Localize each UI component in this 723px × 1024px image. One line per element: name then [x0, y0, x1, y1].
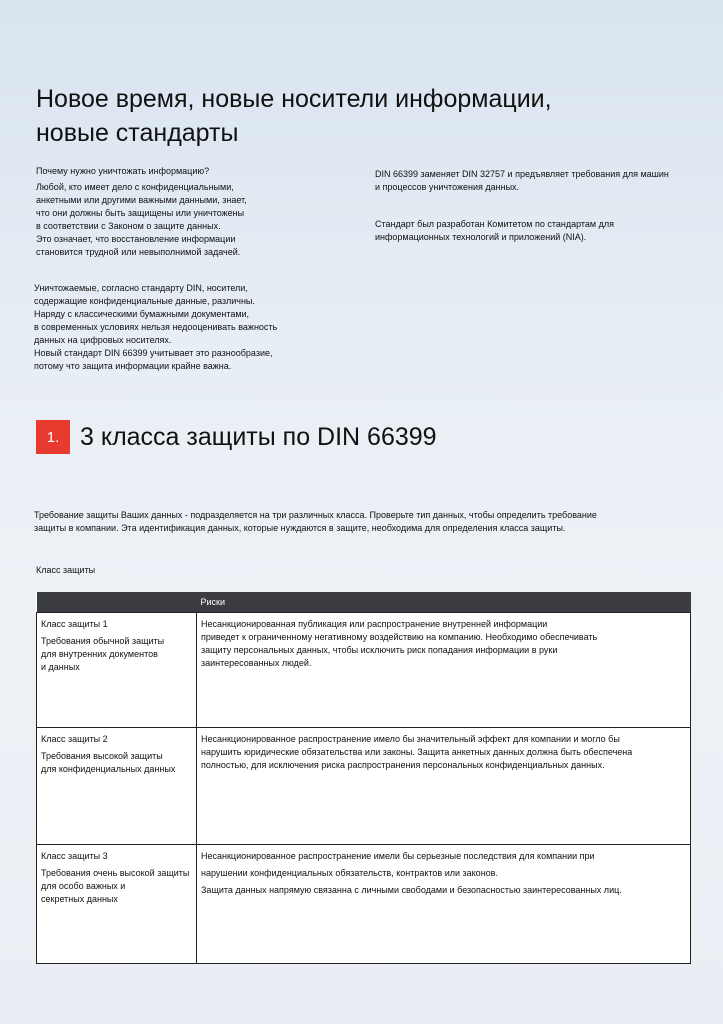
left-line: что они должны быть защищены или уничтожены: [36, 208, 245, 218]
title-line-1: Новое время, новые носители информации,: [36, 85, 552, 113]
left-column: [36, 165, 336, 259]
risk-line: приведет к ограниченному негативному воздействию на компанию. Необходимо обеспечивать: [201, 632, 598, 642]
page-title: [36, 82, 676, 150]
class-cell: [37, 613, 197, 728]
risk-line: заинтересованных людей.: [201, 658, 312, 668]
question-text: Почему нужно уничтожать информацию?: [36, 166, 210, 176]
left-line: Любой, кто имеет дело с конфиденциальными,: [36, 182, 234, 192]
table-row: [37, 845, 691, 964]
para2-line: данных на цифровых носителях.: [34, 335, 172, 345]
class-desc-line: Требования очень высокой защиты: [41, 868, 190, 878]
class-desc-line: секретных данных: [41, 894, 118, 904]
risk-line: нарушить юридические обязательства или законы. Защита анкетных данных должна быть обеспечена: [201, 747, 633, 757]
right-line: информационных технологий и приложений (NIA).: [375, 232, 587, 242]
header-col-risks: Риски: [197, 592, 691, 613]
right-paragraph-1: [375, 168, 710, 194]
class-cell: [37, 845, 197, 964]
para2-line: Новый стандарт DIN 66399 учитывает это разнообразие,: [34, 348, 273, 358]
risk-line: Защита данных напрямую связанна с личными свободами и безопасностью заинтересованных лиц.: [201, 885, 622, 895]
right-line: и процессов уничтожения данных.: [375, 182, 520, 192]
section-intro: [34, 509, 704, 535]
table-row: [37, 613, 691, 728]
left-paragraph-2: [34, 282, 344, 373]
intro-line-2: защиты в компании. Эта идентификация данных, которые нуждаются в защите, необходима для определения класса защиты.: [34, 523, 566, 533]
class-desc-line: Требования обычной защиты: [41, 636, 165, 646]
risk-line: Несанкционированная публикация или распространение внутренней информации: [201, 619, 548, 629]
right-line: DIN 66399 заменяет DIN 32757 и предъявляет требования для машин: [375, 169, 669, 179]
header-col-class: [37, 592, 197, 613]
para2-line: потому что защита информации крайне важна.: [34, 361, 232, 371]
para2-line: содержащие конфиденциальные данные, различны.: [34, 296, 255, 306]
table-caption: Класс защиты: [36, 565, 96, 575]
table-row: [37, 728, 691, 845]
protection-classes-table: [36, 592, 691, 964]
risk-line: Несанкционированное распространение имело бы значительный эффект для компании и могло бы: [201, 734, 620, 744]
para2-line: Наряду с классическими бумажными документами,: [34, 309, 250, 319]
para2-line: Уничтожаемые, согласно стандарту DIN, носители,: [34, 283, 248, 293]
right-column: [375, 168, 710, 244]
class-desc-line: Требования высокой защиты: [41, 751, 163, 761]
left-line: анкетными или другими важными данными, знает,: [36, 195, 247, 205]
left-line: становится трудной или невыполнимой задачей.: [36, 247, 241, 257]
risk-cell: [197, 613, 691, 728]
risk-line: Несанкционированное распространение имели бы серьезные последствия для компании при: [201, 851, 595, 861]
intro-line-1: Требование защиты Ваших данных - подразделяется на три различных класса. Проверьте тип данных, чтобы определить требование: [34, 510, 597, 520]
right-line: Стандарт был разработан Комитетом по стандартам для: [375, 219, 615, 229]
class-desc-line: для внутренних документов: [41, 649, 158, 659]
risk-line: полностью, для исключения риска распространения персональных конфиденциальных данных.: [201, 760, 605, 770]
class-name: Класс защиты 2: [41, 734, 108, 744]
table-header-row: [37, 592, 691, 613]
risk-cell: [197, 728, 691, 845]
left-line: в соответствии с Законом о защите данных.: [36, 221, 221, 231]
class-name: Класс защиты 1: [41, 619, 108, 629]
risk-line: защиту персональных данных, чтобы исключить риск попадания информации в руки: [201, 645, 558, 655]
risk-cell: [197, 845, 691, 964]
class-desc-line: для особо важных и: [41, 881, 126, 891]
para2-line: в современных условиях нельзя недооценивать важность: [34, 322, 278, 332]
class-desc-line: для конфиденциальных данных: [41, 764, 176, 774]
class-desc-line: и данных: [41, 662, 80, 672]
title-line-2: новые стандарты: [36, 119, 239, 147]
class-cell: [37, 728, 197, 845]
right-paragraph-2: [375, 218, 710, 244]
section-heading: [36, 420, 437, 454]
risk-line: нарушении конфиденциальных обязательств, контрактов или законов.: [201, 868, 498, 878]
left-line: Это означает, что восстановление информации: [36, 234, 236, 244]
section-title: 3 класса защиты по DIN 66399: [80, 422, 437, 451]
section-number-badge: 1.: [36, 420, 70, 454]
class-name: Класс защиты 3: [41, 851, 108, 861]
